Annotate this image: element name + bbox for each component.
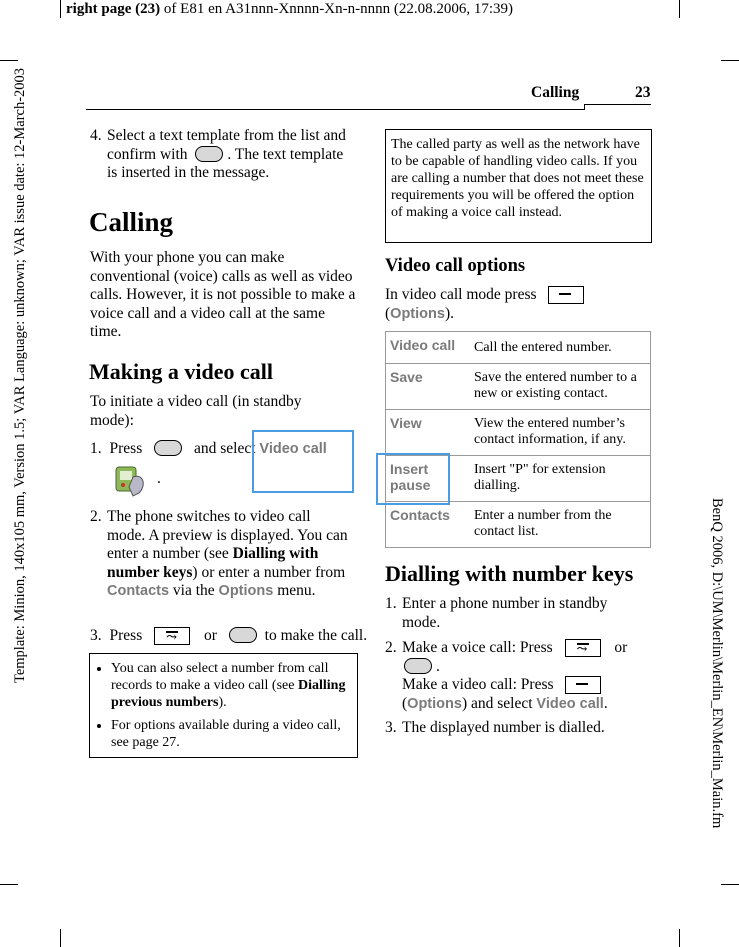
note-text: The called party as well as the network have to be capable of handling video calls. If you are calling a number that does not meet these requirements you will be offered the option of making a voice call instead. [391,137,644,220]
dialling-heading: Dialling with number keys [385,561,634,586]
table-row: Insert pause Insert "P" for extension dialling. [386,456,651,502]
left-margin-text: Template: Minion, 140x105 mm, Version 1.5; VAR Language: unknown; VAR issue date: 12-March-2003 [12,68,28,684]
crop-mark [679,0,680,18]
crop-mark [679,929,680,947]
highlight-box [252,430,354,493]
options-softkey-icon [548,286,584,304]
step-3: 3. Press ⤳ or to make the call. [90,627,368,644]
header-rule-step [584,104,585,110]
table-row: View View the entered number’s contact information, if any. [386,410,651,456]
step-1: 1. Press and select Video call [90,440,327,457]
step-4: 4. Select a text template from the list and confirm with . The text template is inserted in the message. [90,127,346,181]
vco-intro: In video call mode press (Options). [385,286,647,323]
call-key-icon: ⤳ [154,627,190,645]
center-key-icon [154,440,182,456]
print-info: right page (23) of E81 en A31nnn-Xnnnn-Xn-n-nnnn (22.08.2006, 17:39) [66,1,514,17]
video-call-app-icon [113,463,153,499]
dial-step-1: 1. Enter a phone number in standby mode. [385,595,608,631]
table-row: Contacts Enter a number from the contact list. [386,502,651,548]
calling-text: With your phone you can make conventional (voice) calls as well as video calls. However, it is not possible to make a voice call and a video call at the same time. [90,249,356,340]
page-number: 23 [635,84,651,101]
video-call-options-heading: Video call options [385,256,526,276]
table-row: Save Save the entered number to a new or existing contact. [386,364,651,410]
crop-mark [0,884,18,885]
options-softkey-icon [565,676,601,694]
header-rule-tab [584,104,651,105]
right-margin-text: BenQ 2006, D:\UM\Merlin\Merlin_EN\Merlin_Main.fm [709,498,725,829]
crop-mark [60,0,61,18]
making-video-call-heading: Making a video call [89,359,273,384]
call-key-icon: ⤳ [565,639,601,657]
crop-mark [0,60,18,61]
crop-mark [721,60,739,61]
dial-step-2: 2. Make a voice call: Press ⤳ or . Make a video call: Press (Options) and select Video call. [385,639,628,712]
center-key-icon [195,146,223,162]
options-label: Options [390,305,445,322]
tips-list [93,660,351,757]
tip-item: • For options available during a video call, see page 27. [111,717,351,751]
tip-item: • You can also select a number from call records to make a video call (see Dialling previous numbers). [111,660,351,711]
crop-mark [721,884,739,885]
header-rule [86,109,584,110]
crop-mark [60,929,61,947]
making-intro: To initiate a video call (in standby mode): [90,393,302,429]
center-key-icon [404,658,432,674]
video-call-options-table [385,331,651,548]
table-row: Video call Call the entered number. [386,332,651,364]
center-key-icon [229,627,257,643]
dial-step-3: 3. The displayed number is dialled. [385,719,605,736]
calling-heading: Calling [89,207,174,237]
highlight-box [376,453,450,505]
video-call-menu-label: Video call [259,441,327,457]
running-title: Calling [531,84,580,101]
step-2: 2. The phone switches to video call mode. A preview is displayed. You can enter a number (see Dialling with number keys) or enter a number from Contacts via the Options menu. [90,508,348,599]
